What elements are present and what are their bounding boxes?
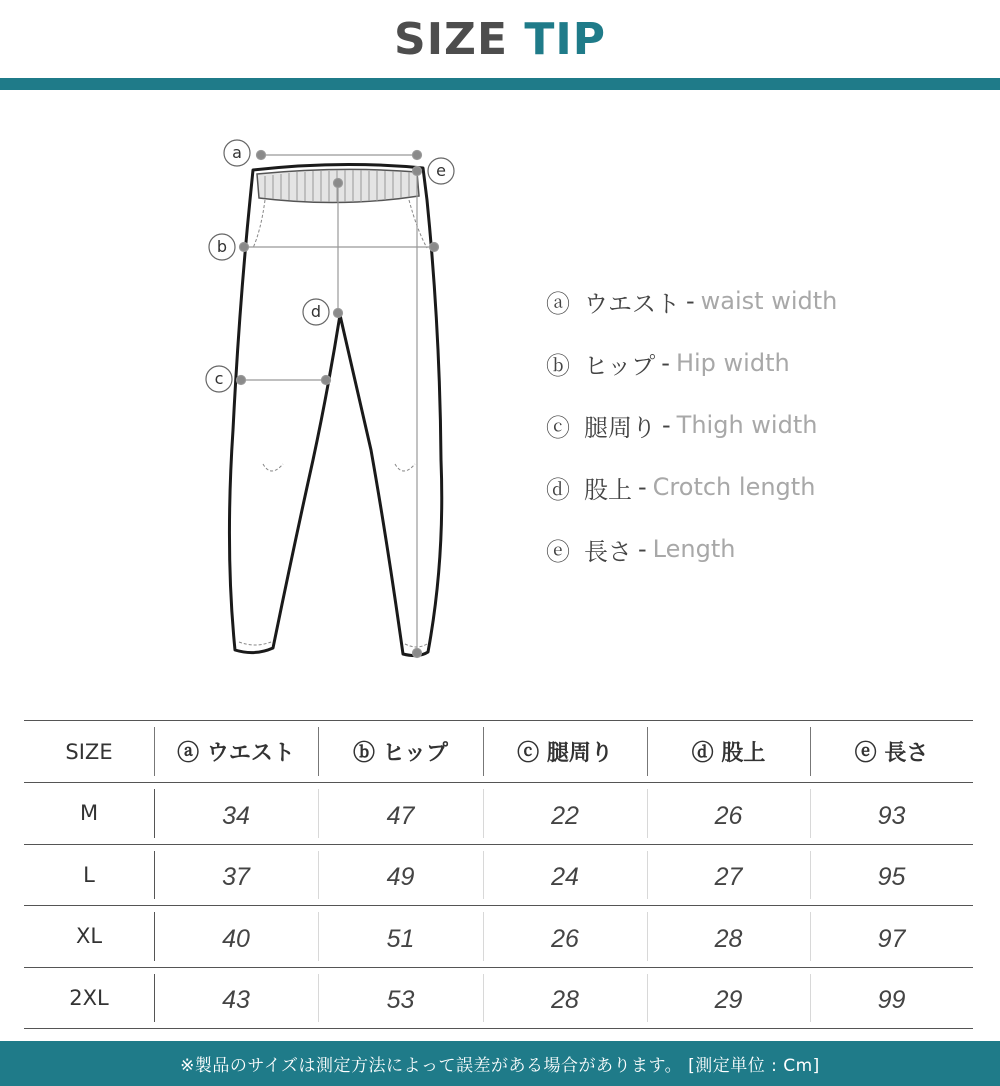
hip-cell: 47 — [318, 783, 483, 845]
length-cell: 93 — [810, 783, 973, 845]
legend-en: Hip width — [675, 349, 790, 377]
header-hip: ⓑ ヒップ — [318, 721, 483, 783]
legend-jp: ウエスト — [584, 289, 680, 318]
legend-item-thigh — [546, 394, 837, 456]
legend-en: waist width — [700, 287, 838, 315]
legend-sep: - — [638, 473, 647, 501]
title-tip: TIP — [524, 14, 606, 65]
thigh-cell: 28 — [483, 967, 647, 1029]
length-cell: 97 — [810, 906, 973, 968]
legend-jp: ヒップ — [584, 351, 656, 380]
legend-sep: - — [638, 535, 647, 563]
waist-cell: 40 — [154, 906, 318, 968]
legend-en: Thigh width — [676, 411, 818, 439]
legend-sep: - — [661, 349, 670, 377]
svg-text:d: d — [310, 302, 322, 321]
hip-cell: 49 — [318, 844, 483, 906]
length-cell: 95 — [810, 844, 973, 906]
hip-cell: 51 — [318, 906, 483, 968]
legend-jp: 長さ — [584, 537, 632, 566]
footer-note: ※製品のサイズは測定方法によって誤差がある場合があります。 [測定単位 : Cm] — [180, 1056, 820, 1076]
legend-item-crotch — [546, 456, 837, 518]
svg-text:e: e — [436, 161, 446, 180]
svg-text:b: b — [216, 237, 228, 256]
legend-item-length — [546, 518, 837, 580]
hip-cell: 53 — [318, 967, 483, 1029]
marker-d-icon: ⓓ — [546, 475, 570, 504]
measurement-legend — [546, 270, 837, 580]
size-cell: M — [24, 783, 154, 845]
header-size: SIZE — [24, 721, 154, 783]
legend-item-waist — [546, 270, 837, 332]
marker-e — [428, 158, 454, 184]
waist-cell: 37 — [154, 844, 318, 906]
thigh-cell: 24 — [483, 844, 647, 906]
svg-text:a: a — [232, 143, 242, 162]
pants-diagram — [195, 130, 465, 670]
legend-jp: 股上 — [584, 475, 632, 504]
legend-item-hip — [546, 332, 837, 394]
marker-d — [303, 299, 329, 325]
header-length: ⓔ 長さ — [810, 721, 973, 783]
marker-e-icon: ⓔ — [546, 537, 570, 566]
size-table — [24, 720, 973, 1029]
marker-b-icon: ⓑ — [546, 351, 570, 380]
marker-a-icon: ⓐ — [546, 289, 570, 318]
thigh-cell: 22 — [483, 783, 647, 845]
header-waist: ⓐ ウエスト — [154, 721, 318, 783]
header-bar — [0, 78, 1000, 90]
size-cell: 2XL — [24, 967, 154, 1029]
crotch-cell: 27 — [647, 844, 810, 906]
legend-en: Crotch length — [652, 473, 816, 501]
header-crotch: ⓓ 股上 — [647, 721, 810, 783]
title-size: SIZE — [394, 14, 509, 65]
crotch-cell: 26 — [647, 783, 810, 845]
pants-outline — [229, 164, 441, 655]
footer-note-bar — [0, 1041, 1000, 1086]
table-row — [24, 783, 973, 845]
legend-sep: - — [686, 287, 695, 315]
marker-c — [206, 366, 232, 392]
thigh-cell: 26 — [483, 906, 647, 968]
crotch-cell: 28 — [647, 906, 810, 968]
table-row — [24, 844, 973, 906]
svg-text:c: c — [214, 369, 224, 388]
table-row — [24, 967, 973, 1029]
marker-c-icon: ⓒ — [546, 413, 570, 442]
size-cell: L — [24, 844, 154, 906]
legend-sep: - — [662, 411, 671, 439]
page-title — [0, 14, 1000, 65]
legend-jp: 腿周り — [584, 413, 656, 442]
waist-cell: 34 — [154, 783, 318, 845]
marker-a — [224, 140, 250, 166]
table-row — [24, 906, 973, 968]
table-header-row — [24, 721, 973, 783]
length-cell: 99 — [810, 967, 973, 1029]
size-cell: XL — [24, 906, 154, 968]
legend-en: Length — [652, 535, 736, 563]
waist-cell: 43 — [154, 967, 318, 1029]
crotch-cell: 29 — [647, 967, 810, 1029]
header-thigh: ⓒ 腿周り — [483, 721, 647, 783]
marker-b — [209, 234, 235, 260]
